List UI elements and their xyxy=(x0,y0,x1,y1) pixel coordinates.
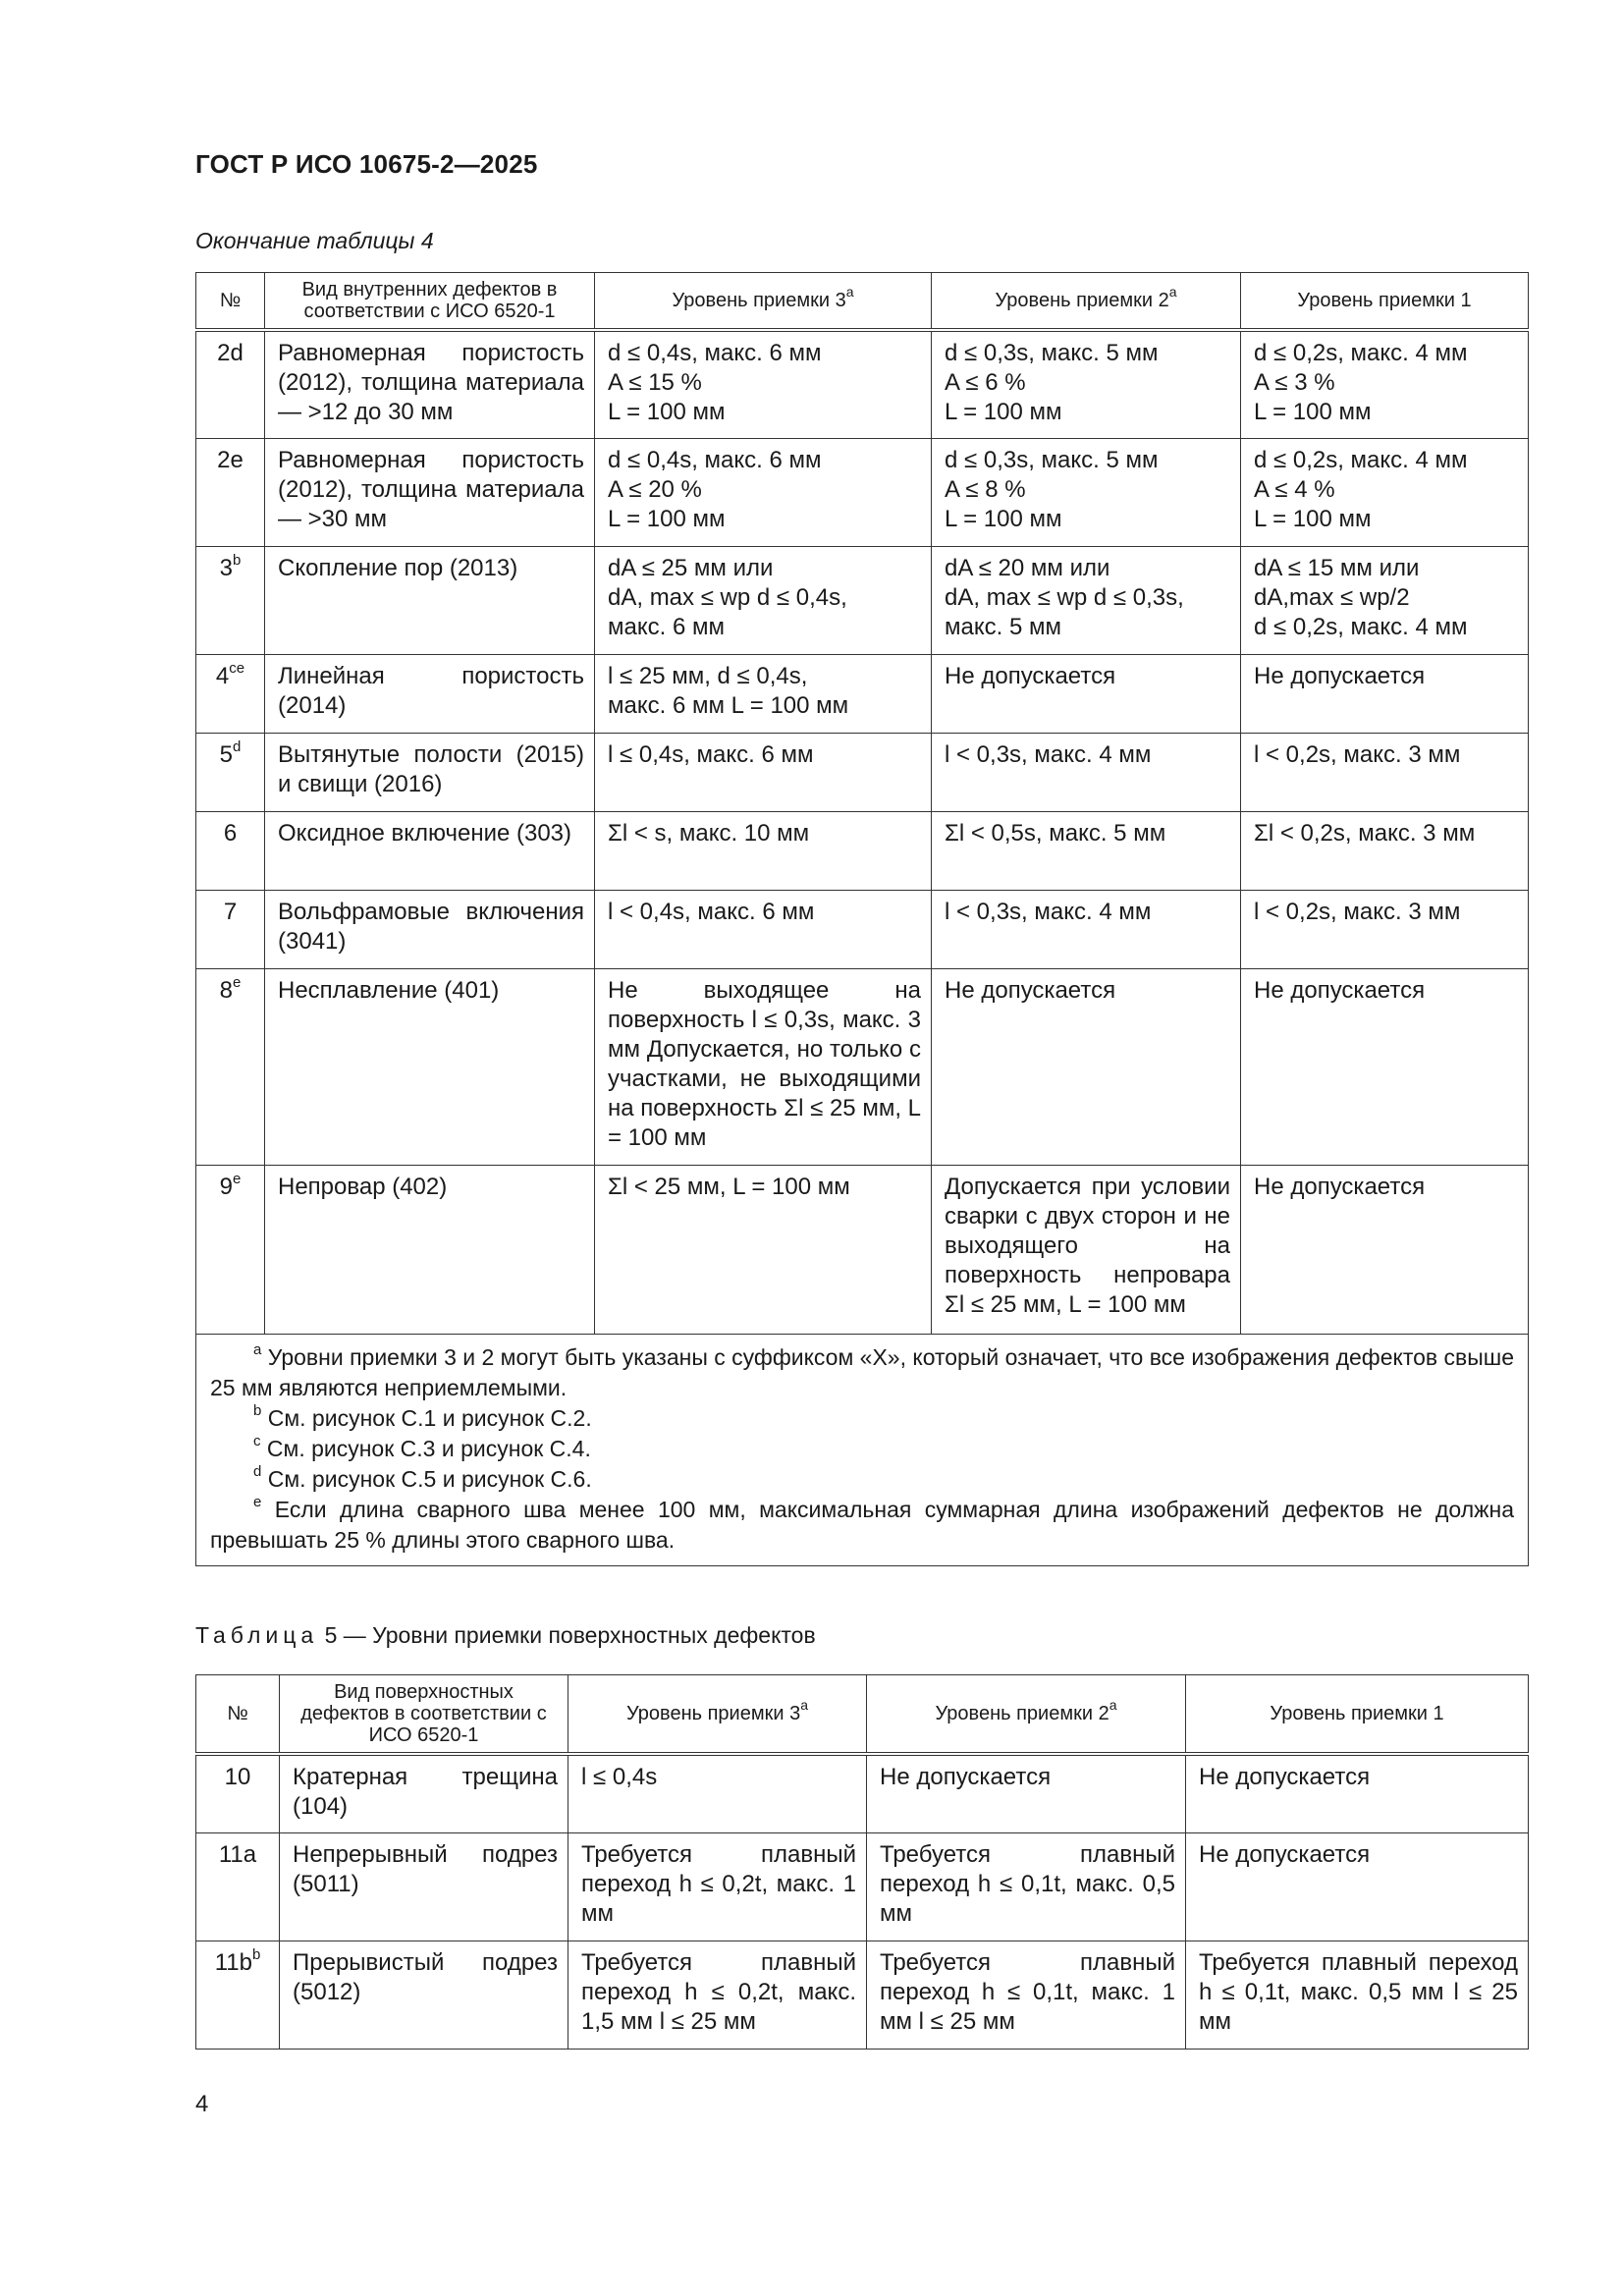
row-number: 2e xyxy=(196,438,265,546)
footnote-marker: d xyxy=(233,738,242,755)
acceptance-level-3-cell: d ≤ 0,4s, макс. 6 мм A ≤ 20 % L = 100 мм xyxy=(595,438,932,546)
table5-row xyxy=(196,1941,1529,2049)
table4-header-row xyxy=(196,273,1529,331)
table5-header-cell: Уровень приемки 1 xyxy=(1186,1675,1529,1755)
acceptance-level-3-cell: Не выходящее на поверхность l ≤ 0,3s, макс. 3 мм Допускается, но только с участками, не выходящими на поверхность Σl ≤ 25 мм, L = 100 мм xyxy=(595,968,932,1165)
acceptance-level-1-cell: d ≤ 0,2s, макс. 4 мм A ≤ 3 % L = 100 мм xyxy=(1241,330,1529,438)
defect-type-cell: Несплавление (401) xyxy=(265,968,595,1165)
footnote-marker: e xyxy=(233,1170,242,1187)
row-number: 10 xyxy=(196,1754,280,1832)
footnote-text: Если длина сварного шва менее 100 мм, максимальная суммарная длина изображений дефектов не должна превышать 25 % длины этого сварного шва. xyxy=(210,1496,1514,1553)
acceptance-level-3-cell: Σl < s, макс. 10 мм xyxy=(595,811,932,890)
table5-row xyxy=(196,1754,1529,1832)
table4-continuation-caption: Окончание таблицы 4 xyxy=(195,228,434,253)
acceptance-level-2-cell: Не допускается xyxy=(867,1754,1186,1832)
acceptance-level-2-cell: d ≤ 0,3s, макс. 5 мм A ≤ 8 % L = 100 мм xyxy=(932,438,1241,546)
acceptance-level-2-cell: l < 0,3s, макс. 4 мм xyxy=(932,733,1241,811)
row-number: 2d xyxy=(196,330,265,438)
row-number: 11a xyxy=(196,1832,280,1941)
footnote-item xyxy=(210,1342,1514,1403)
defect-type-cell: Кратерная трещина (104) xyxy=(280,1754,568,1832)
table4-row xyxy=(196,438,1529,546)
footnote-marker: e xyxy=(253,1493,262,1510)
acceptance-level-3-cell: Требуется плавный переход h ≤ 0,2t, макс. 1 мм xyxy=(568,1832,867,1941)
acceptance-level-1-cell: l < 0,2s, макс. 3 мм xyxy=(1241,733,1529,811)
acceptance-level-3-cell: l ≤ 25 мм, d ≤ 0,4s, макс. 6 мм L = 100 мм xyxy=(595,654,932,733)
defect-type-cell: Равномерная пористость (2012), толщина материала — >12 до 30 мм xyxy=(265,330,595,438)
table4-header-cell: Уровень приемки 2$^a$ xyxy=(932,273,1241,331)
footnote-item xyxy=(210,1464,1514,1495)
defect-type-cell: Непрерывный подрез (5011) xyxy=(280,1832,568,1941)
table4-row xyxy=(196,811,1529,890)
acceptance-level-2-cell: Допускается при условии сварки с двух сторон и не выходящего на поверхность непровара Σl ≤ 25 мм, L = 100 мм xyxy=(932,1165,1241,1334)
table5 xyxy=(195,1674,1529,2050)
table4-row xyxy=(196,330,1529,438)
acceptance-level-1-cell: Требуется плавный переход h ≤ 0,1t, макс. 0,5 мм l ≤ 25 мм xyxy=(1186,1941,1529,2049)
defect-type-cell: Линейная пористость (2014) xyxy=(265,654,595,733)
acceptance-level-3-cell: Σl < 25 мм, L = 100 мм xyxy=(595,1165,932,1334)
footnote-text: См. рисунок С.5 и рисунок С.6. xyxy=(267,1465,592,1492)
row-number: 7 xyxy=(196,890,265,968)
acceptance-level-2-cell: d ≤ 0,3s, макс. 5 мм A ≤ 6 % L = 100 мм xyxy=(932,330,1241,438)
table5-caption: Таблица 5 — Уровни приемки поверхностных дефектов xyxy=(195,1622,816,1648)
acceptance-level-2-cell: l < 0,3s, макс. 4 мм xyxy=(932,890,1241,968)
table4-footnotes xyxy=(196,1334,1529,1565)
acceptance-level-3-cell: l < 0,4s, макс. 6 мм xyxy=(595,890,932,968)
acceptance-level-2-cell: Требуется плавный переход h ≤ 0,1t, макс. 0,5 мм xyxy=(867,1832,1186,1941)
row-number: 8e xyxy=(196,968,265,1165)
acceptance-level-1-cell: Не допускается xyxy=(1186,1832,1529,1941)
table4-footnotes-row xyxy=(196,1334,1529,1565)
table4-row xyxy=(196,890,1529,968)
defect-type-cell: Прерывистый подрез (5012) xyxy=(280,1941,568,2049)
acceptance-level-2-cell: Требуется плавный переход h ≤ 0,1t, макс. 1 мм l ≤ 25 мм xyxy=(867,1941,1186,2049)
table4 xyxy=(195,272,1529,1566)
footnote-item xyxy=(210,1495,1514,1556)
row-number: 5$^d$ xyxy=(196,733,265,811)
acceptance-level-2-cell: Σl < 0,5s, макс. 5 мм xyxy=(932,811,1241,890)
acceptance-level-3-cell: d ≤ 0,4s, макс. 6 мм A ≤ 15 % L = 100 мм xyxy=(595,330,932,438)
row-number: $4^{ce}$ xyxy=(196,654,265,733)
table4-header-cell: № xyxy=(196,273,265,331)
table4-row xyxy=(196,654,1529,733)
acceptance-level-1-cell: Не допускается xyxy=(1186,1754,1529,1832)
table4-header-cell: Уровень приемки 3$^a$ xyxy=(595,273,932,331)
footnote-item xyxy=(210,1403,1514,1434)
acceptance-level-2-cell: Не допускается xyxy=(932,968,1241,1165)
footnote-text: См. рисунок С.3 и рисунок С.4. xyxy=(266,1435,591,1461)
footnote-marker: b xyxy=(233,551,242,569)
footnote-text: Уровни приемки 3 и 2 могут быть указаны с суффиксом «X», который означает, что все изображения дефектов свыше 25 мм являются неприемлемыми. xyxy=(210,1343,1515,1400)
table4-row xyxy=(196,733,1529,811)
acceptance-level-1-cell: d ≤ 0,2s, макс. 4 мм A ≤ 4 % L = 100 мм xyxy=(1241,438,1529,546)
acceptance-level-3-cell: l ≤ 0,4s xyxy=(568,1754,867,1832)
table4-row xyxy=(196,546,1529,654)
footnote-marker: c xyxy=(253,1432,261,1449)
footnote-marker: a xyxy=(253,1340,262,1358)
table5-header-cell: Уровень приемки 3$^a$ xyxy=(568,1675,867,1755)
acceptance-level-2-cell: Не допускается xyxy=(932,654,1241,733)
row-number: $11b^b$ xyxy=(196,1941,280,2049)
row-number: 6 xyxy=(196,811,265,890)
document-code-header: ГОСТ Р ИСО 10675-2—2025 xyxy=(195,149,538,179)
table4-header-cell: Вид внутренних дефектов в соответствии с ИСО 6520-1 xyxy=(265,273,595,331)
page-number: 4 xyxy=(195,2091,209,2117)
footnote-marker: b xyxy=(253,1401,262,1419)
acceptance-level-1-cell: Не допускается xyxy=(1241,968,1529,1165)
defect-type-cell: Скопление пор (2013) xyxy=(265,546,595,654)
table4-row xyxy=(196,968,1529,1165)
footnote-marker: ce xyxy=(229,659,245,677)
table5-header-row xyxy=(196,1675,1529,1755)
footnote-text: См. рисунок С.1 и рисунок С.2. xyxy=(267,1404,592,1431)
table5-header-cell: № xyxy=(196,1675,280,1755)
acceptance-level-1-cell: Не допускается xyxy=(1241,1165,1529,1334)
footnote-marker: e xyxy=(233,973,242,991)
acceptance-level-2-cell: dA ≤ 20 мм или dA, max ≤ wp d ≤ 0,3s, макс. 5 мм xyxy=(932,546,1241,654)
footnote-item xyxy=(210,1434,1514,1464)
acceptance-level-1-cell: dA ≤ 15 мм или dA,max ≤ wp/2 d ≤ 0,2s, макс. 4 мм xyxy=(1241,546,1529,654)
table5-header-cell: Уровень приемки 2$^a$ xyxy=(867,1675,1186,1755)
defect-type-cell: Равномерная пористость (2012), толщина материала — >30 мм xyxy=(265,438,595,546)
acceptance-level-1-cell: Σl < 0,2s, макс. 3 мм xyxy=(1241,811,1529,890)
footnote-marker: d xyxy=(253,1462,262,1480)
defect-type-cell: Непровар (402) xyxy=(265,1165,595,1334)
footnote-marker: b xyxy=(251,1945,261,1963)
row-number: 3$^b$ xyxy=(196,546,265,654)
table4-row xyxy=(196,1165,1529,1334)
table5-row xyxy=(196,1832,1529,1941)
row-number: 9e xyxy=(196,1165,265,1334)
acceptance-level-3-cell: dA ≤ 25 мм или dA, max ≤ wp d ≤ 0,4s, макс. 6 мм xyxy=(595,546,932,654)
defect-type-cell: Вытянутые полости (2015) и свищи (2016) xyxy=(265,733,595,811)
defect-type-cell: Вольфрамовые включения (3041) xyxy=(265,890,595,968)
defect-type-cell: Оксидное включение (303) xyxy=(265,811,595,890)
table5-header-cell: Вид поверхностных дефектов в соответствии с ИСО 6520-1 xyxy=(280,1675,568,1755)
table4-header-cell: Уровень приемки 1 xyxy=(1241,273,1529,331)
acceptance-level-1-cell: l < 0,2s, макс. 3 мм xyxy=(1241,890,1529,968)
acceptance-level-1-cell: Не допускается xyxy=(1241,654,1529,733)
acceptance-level-3-cell: l ≤ 0,4s, макс. 6 мм xyxy=(595,733,932,811)
acceptance-level-3-cell: Требуется плавный переход h ≤ 0,2t, макс. 1,5 мм l ≤ 25 мм xyxy=(568,1941,867,2049)
